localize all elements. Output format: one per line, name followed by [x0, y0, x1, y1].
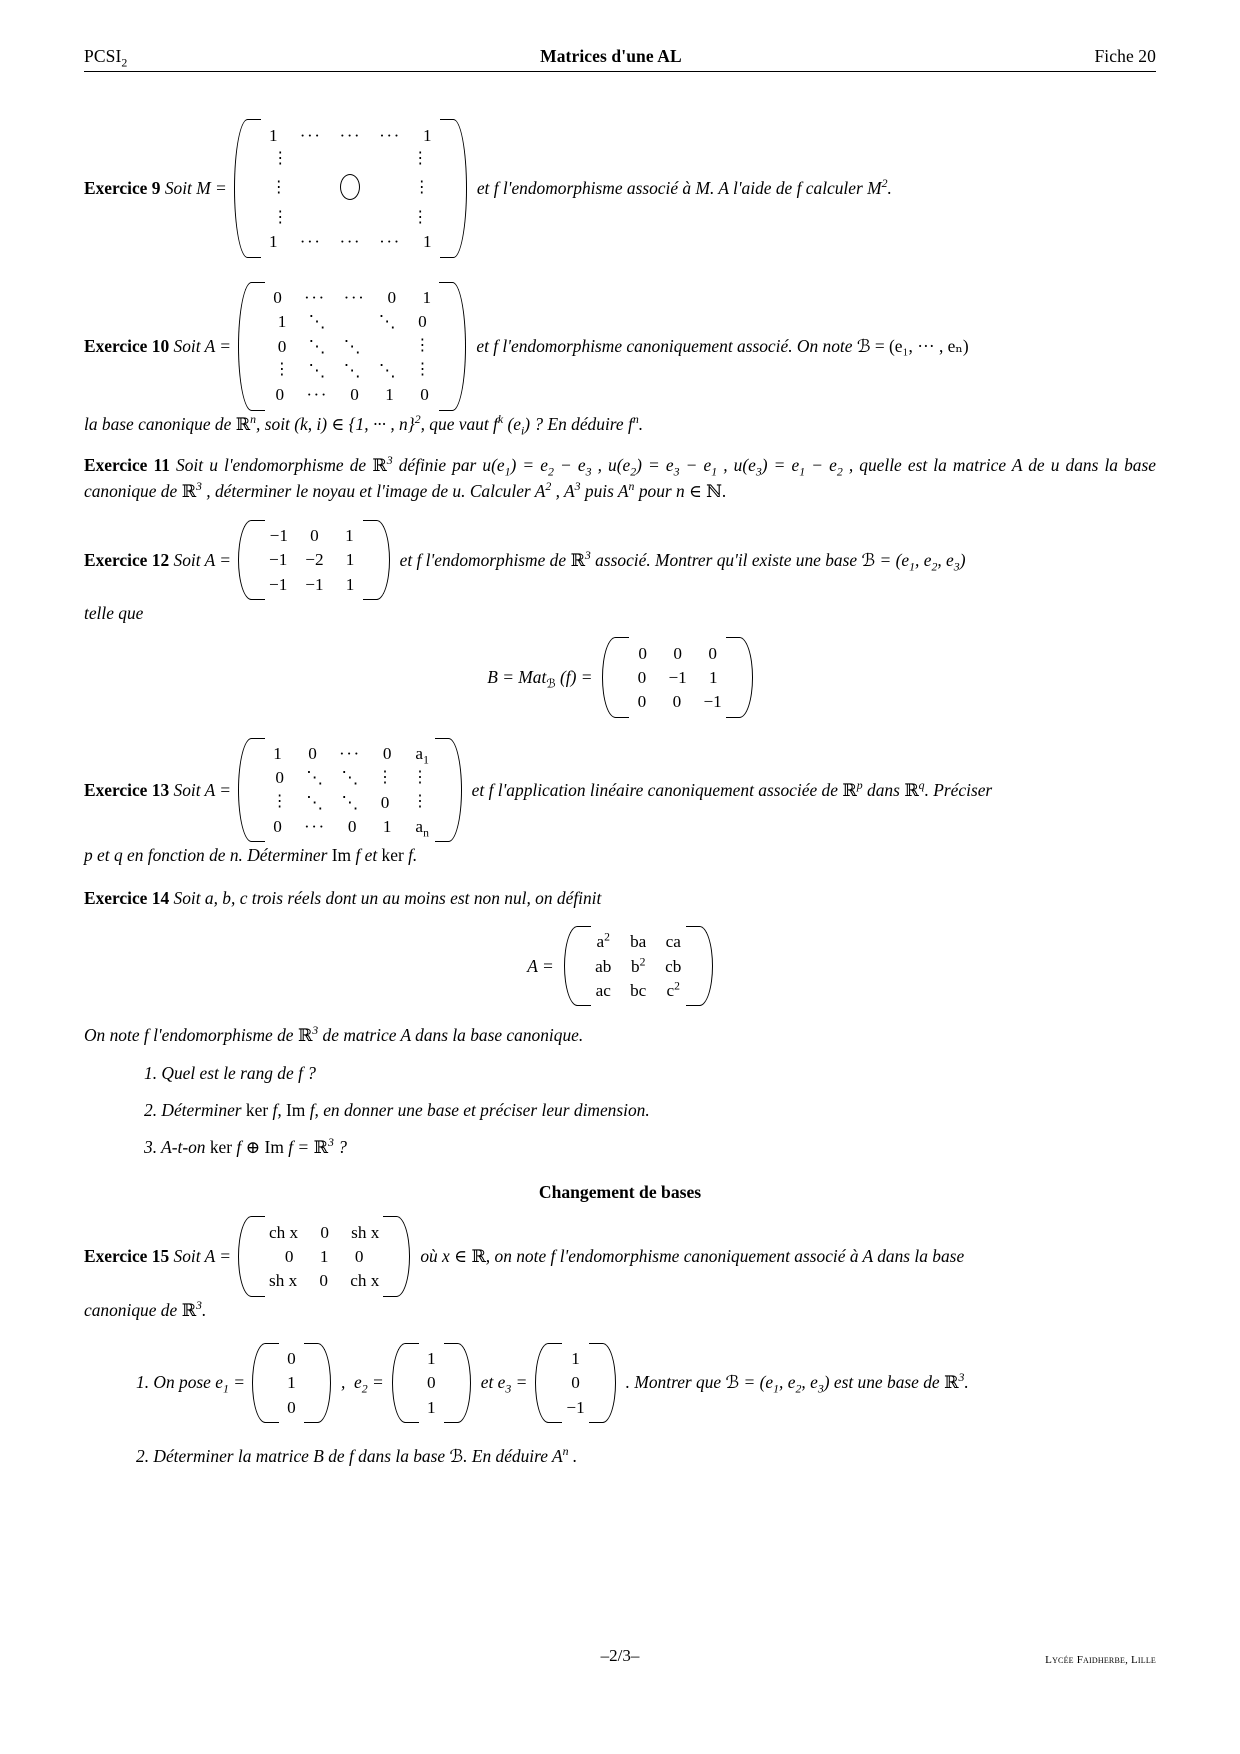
matrix-row: [260, 766, 440, 790]
matrix-cell: ···: [299, 231, 322, 251]
matrix-row: [624, 689, 730, 713]
matrix-cell: −1: [668, 667, 687, 687]
exercise-15-label: Exercice 15: [84, 1246, 170, 1267]
matrix-body: [253, 737, 447, 844]
header-course-sub: 2: [121, 55, 128, 70]
matrix-row: [260, 1245, 388, 1269]
right-paren: [698, 925, 713, 1008]
matrix-cell: ···: [379, 231, 401, 251]
matrix-cell: ⋮: [412, 768, 429, 786]
matrix-cell: 1: [345, 526, 354, 546]
matrix-cell: 0: [420, 384, 429, 404]
matrix-cell: 1: [708, 667, 718, 687]
exercise-15-q2: 2. Déterminer la matrice B de f dans la base ℬ. En déduire $A^n$ .: [136, 1444, 578, 1467]
matrix-cell: 1: [382, 816, 392, 836]
matrix-cell: ⋮: [413, 179, 430, 197]
matrix-cell: ⋮: [271, 793, 288, 811]
exercise-14-display-lead: A =: [527, 955, 554, 976]
exercise-13-after: p et q en fonction de n. Déterminer Im f et ker f.: [84, 845, 418, 866]
right-paren: [738, 636, 753, 719]
matrix-cell: sh x: [269, 1271, 298, 1291]
matrix-cell: $c^2$: [666, 979, 680, 1000]
exercise-14-intro: Soit a, b, c trois réels dont un au moins est non nul, on définit: [173, 888, 602, 909]
matrix-cell: 1: [426, 1397, 436, 1417]
matrix-cell: ⋱: [308, 336, 326, 356]
left-paren: [238, 1215, 253, 1298]
matrix-body: [579, 925, 698, 1008]
matrix-cell: bc: [630, 980, 647, 1000]
matrix-cell: 0: [273, 288, 282, 308]
exercise-9-row: [84, 118, 1156, 259]
matrix-cell: 0: [418, 312, 427, 332]
exercise-14-question-list: [84, 1061, 1156, 1160]
matrix-cell: ch x: [350, 1271, 380, 1291]
matrix-cell: ⋮: [272, 208, 289, 226]
matrix-cell: 0: [380, 792, 390, 812]
exercise-15-q1-mid1: , $e_2$ =: [340, 1372, 384, 1396]
matrix-cell: ⋱: [343, 360, 361, 380]
matrix-cell: ···: [304, 288, 326, 308]
matrix-cell: $b^2$: [630, 954, 646, 976]
left-paren: [234, 118, 249, 259]
matrix-cell: ···: [339, 125, 362, 145]
matrix-cell: 0: [284, 1247, 294, 1266]
matrix-cell: 1: [345, 550, 355, 570]
matrix-cell: cb: [665, 956, 682, 976]
exercise-10-post: [476, 336, 968, 357]
exercise-9-post-text: et f l'endomorphisme associé à M. A l'aide de f calculer M: [476, 177, 882, 198]
matrix-cell: $a_n$: [415, 816, 429, 840]
left-paren: [602, 636, 617, 719]
exercise-10-row: [84, 281, 1156, 412]
matrix-row: [260, 742, 440, 766]
matrix-cell: 0: [672, 691, 682, 711]
exercise-13: [84, 737, 1156, 869]
exercise-15-pre: Soit A =: [173, 1246, 231, 1267]
header-course: PCSI: [84, 46, 122, 66]
matrix-cell: 0: [273, 816, 282, 836]
matrix-body: [253, 1215, 395, 1298]
footer-institution: Lycée Faidherbe, Lille: [1045, 1654, 1157, 1666]
exercise-10-pre: Soit A =: [173, 335, 231, 356]
left-paren: [238, 519, 253, 602]
matrix-cell: ⋱: [341, 768, 359, 788]
matrix-cell: 0: [387, 288, 397, 308]
exercise-15-vector-e3: [535, 1342, 615, 1425]
exercise-12-pre: Soit A =: [173, 549, 231, 570]
matrix-row: [260, 814, 440, 838]
page-footer: [84, 1646, 1156, 1666]
matrix-cell: ⋮: [270, 179, 287, 197]
matrix-cell: ⋮: [412, 793, 429, 811]
matrix-row: [260, 286, 444, 310]
matrix-cell: 1: [287, 1373, 296, 1393]
exercise-12-label: Exercice 12: [84, 549, 170, 570]
matrix-row: [260, 790, 440, 814]
matrix-body: [253, 519, 375, 602]
matrix-cell: 1: [422, 288, 432, 308]
matrix-cell: 1: [571, 1349, 580, 1369]
matrix-cell: [370, 343, 405, 350]
matrix-cell: ⋱: [343, 336, 361, 356]
exercise-12-matrix: [238, 519, 390, 602]
idx: i: [521, 423, 525, 438]
matrix-cell: 0: [350, 384, 359, 404]
matrix-body: [617, 636, 737, 719]
matrix-cell: 0: [287, 1397, 296, 1417]
matrix-cell: 1: [345, 574, 355, 594]
exercise-12-lead: [84, 550, 231, 571]
matrix-cell: [333, 214, 368, 221]
exercise-13-row: [84, 737, 1156, 844]
exercise-9-pre: Soit M =: [164, 177, 227, 198]
matrix-cell: 0: [277, 336, 287, 356]
matrix-row: [260, 1220, 388, 1244]
matrix-cell: ca: [665, 932, 681, 952]
matrix-cell: ⋮: [273, 361, 290, 379]
exercise-13-matrix: [238, 737, 462, 844]
exercise-13-label: Exercice 13: [84, 779, 170, 800]
exercise-15-lead: [84, 1246, 231, 1267]
right-paren: [451, 281, 466, 412]
matrix-cell: ⋮: [414, 361, 431, 379]
matrix-cell: ···: [379, 125, 401, 145]
right-paren: [447, 737, 462, 844]
matrix-cell: [368, 155, 403, 162]
exercise-12-after: telle que: [84, 603, 144, 624]
matrix-cell: $a^2$: [596, 930, 610, 952]
matrix-cell: $a_1$: [415, 744, 429, 767]
right-paren: [316, 1342, 331, 1425]
exp: k: [497, 411, 504, 426]
right-paren: [456, 1342, 471, 1425]
matrix-cell: ···: [343, 288, 366, 308]
matrix-row: [260, 1269, 388, 1293]
exercise-13-pre: Soit A =: [173, 779, 231, 800]
exercise-12-post: et f l'endomorphisme de ℝ$^3$ associé. Montrer qu'il existe une base ℬ = ($e_1$, $e_2$, $e_3$): [399, 547, 966, 573]
exp: 2: [414, 411, 421, 426]
matrix-cell: 1: [423, 125, 432, 145]
exercise-14-text: [84, 886, 1156, 911]
exercise-12-display-lead: B = Mat$_ℬ$ (f) =: [487, 666, 593, 691]
exercise-15-q1-pre: 1. On pose $e_1$ =: [136, 1372, 245, 1396]
matrix-cell: ⋱: [306, 792, 324, 812]
exercise-15-q1-mid2: et $e_3$ =: [480, 1372, 528, 1396]
left-paren: [238, 737, 253, 844]
exercise-15-post: où x ∈ ℝ, on note f l'endomorphisme canoniquement associé à A dans la base: [420, 1246, 965, 1268]
matrix-cell: sh x: [351, 1222, 380, 1242]
exercise-9-post: [477, 178, 892, 199]
matrix-cell: 0: [275, 384, 285, 404]
matrix-cell: 0: [354, 1247, 364, 1266]
matrix-cell-big-zero: [331, 170, 369, 206]
matrix-cell: ch x: [269, 1222, 299, 1242]
list-item: 3. A-t-on ker f ⊕ Im f = ℝ$^3$ ?: [144, 1134, 347, 1158]
matrix-cell: 0: [382, 744, 392, 764]
matrix-cell: 0: [308, 744, 317, 764]
matrix-cell: 0: [320, 1222, 329, 1242]
matrix-cell: 0: [673, 643, 682, 663]
exercise-10-post-text: et f l'endomorphisme canoniquement associé. On note: [476, 335, 853, 356]
matrix-cell: −1: [269, 550, 288, 570]
exercise-10-matrix: [238, 281, 466, 412]
matrix-row: [256, 229, 445, 253]
matrix-cell: 0: [571, 1373, 580, 1393]
matrix-cell: ⋮: [414, 337, 431, 355]
matrix-cell: 0: [319, 1271, 328, 1291]
matrix-cell: [298, 155, 333, 162]
matrix-cell: ⋱: [308, 360, 326, 380]
matrix-cell: 0: [275, 768, 284, 788]
matrix-cell: ac: [595, 980, 611, 1000]
matrix-cell: [296, 185, 331, 192]
matrix-row: [586, 930, 691, 954]
matrix-cell: ⋱: [378, 360, 396, 380]
exercise-14-label: Exercice 14: [84, 888, 170, 909]
matrix-row: [624, 665, 730, 689]
matrix-cell: 0: [310, 526, 319, 546]
matrix-cell: 0: [637, 667, 647, 687]
exercise-10-basis: ℬ = (e₁, ··· , eₙ): [856, 335, 969, 356]
exercise-15-after: canonique de ℝ$^3$.: [84, 1298, 207, 1321]
matrix-cell: ⋱: [341, 792, 359, 812]
matrix-row: [256, 206, 445, 229]
exp: n: [250, 411, 257, 426]
exercise-13-lead: [84, 780, 231, 801]
exercise-10: [84, 281, 1156, 438]
matrix-cell: 1: [273, 744, 282, 764]
exercise-12-row: [84, 519, 1156, 602]
matrix-cell: [298, 214, 333, 221]
exercise-9-label: Exercice 9: [84, 177, 161, 198]
left-paren: [564, 925, 579, 1008]
exercise-14: [84, 886, 1156, 1160]
section-heading: Changement de bases: [538, 1182, 702, 1203]
matrix-cell: [335, 318, 370, 325]
matrix-cell: ⋮: [412, 149, 429, 167]
matrix-row: [260, 334, 444, 358]
big-zero-icon: [340, 174, 360, 200]
matrix-cell: −1: [305, 574, 324, 594]
matrix-cell: −1: [703, 691, 722, 711]
matrix-row: [586, 978, 691, 1002]
page-content: [84, 46, 1156, 1469]
exercise-10-label: Exercice 10: [84, 335, 170, 356]
matrix-row: [260, 358, 444, 382]
matrix-cell: [333, 155, 368, 162]
matrix-cell: ···: [306, 384, 328, 404]
exercise-14-display: [84, 925, 1156, 1008]
matrix-cell: −1: [566, 1397, 585, 1417]
matrix-cell: ⋱: [306, 768, 324, 788]
exercise-13-post: et f l'application linéaire canoniquement associée de ℝ$^p$ dans ℝ$^q$. Préciser: [471, 777, 993, 801]
footer-page-number: –2/3–: [600, 1646, 640, 1665]
matrix-cell: ⋱: [308, 312, 326, 332]
matrix-cell: 1: [277, 312, 287, 332]
matrix-cell: [369, 185, 404, 192]
matrix-cell: ⋱: [378, 312, 396, 332]
exercise-10-after: la base canonique de ℝ$^n$, soit (k, i) ∈ {1, ··· , n}$^2$, que vaut $f^k$ $(e_i)$ ? En déduire $f^n$.: [84, 411, 644, 438]
exercise-14-display-matrix: [564, 925, 713, 1008]
exercise-11-text: Exercice 11 Soit u l'endomorphisme de ℝ$^3$ définie par $u(e_1) = e_2 - e_3$ , $u(e_2) = e_3 - e_1$ , $u(e_3) = e_1 - e_2$ , quelle est la matrice A de u dans la base canonique de ℝ$^3$ , déterminer le noyau et l'image de u. Calculer $A^2$ , $A^3$ puis $A^n$ pour n ∈ ℕ.: [84, 453, 1156, 503]
matrix-cell: ab: [595, 956, 612, 976]
matrix-row: [260, 310, 444, 334]
exercise-11: [84, 453, 1156, 504]
matrix-row: [256, 170, 445, 206]
right-paren: [601, 1342, 616, 1425]
matrix-cell: 1: [423, 231, 432, 251]
page-header: [84, 46, 1156, 72]
exercise-15-q1: [84, 1342, 1156, 1425]
matrix-cell: 1: [426, 1349, 436, 1369]
matrix-cell: 1: [269, 125, 278, 145]
matrix-cell: 0: [426, 1373, 436, 1393]
matrix-cell: 1: [269, 231, 278, 251]
matrix-cell: 0: [347, 816, 357, 836]
exercise-15: [84, 1215, 1156, 1469]
left-paren: [535, 1342, 550, 1425]
right-paren: [452, 118, 467, 259]
header-sheet-number: Fiche 20: [1094, 46, 1156, 66]
matrix-cell: 0: [287, 1349, 296, 1369]
exercise-15-row: [84, 1215, 1156, 1298]
matrix-cell: ···: [339, 231, 362, 251]
matrix-cell: 1: [319, 1247, 329, 1266]
exercise-11-label: Exercice 11: [84, 455, 170, 476]
exercise-9-post-sup: 2: [881, 176, 888, 190]
matrix-cell: 0: [708, 643, 717, 663]
matrix-cell: [368, 214, 403, 221]
matrix-cell: ⋮: [272, 149, 289, 167]
list-item: 1. Quel est le rang de f ?: [144, 1063, 316, 1084]
matrix-cell: −2: [305, 550, 324, 570]
header-left: [84, 46, 128, 70]
matrix-cell: ⋮: [377, 768, 394, 786]
exercise-9-matrix: [234, 118, 467, 259]
exercise-15-matrix: [238, 1215, 410, 1298]
matrix-cell: ···: [304, 816, 326, 836]
exp: n: [632, 411, 639, 426]
exercise-10-lead: [84, 336, 231, 357]
header-title: Matrices d'une AL: [540, 46, 682, 66]
matrix-cell: 0: [637, 691, 647, 711]
matrix-body: [253, 281, 451, 412]
exercise-15-vector-e2: [392, 1342, 471, 1425]
exercise-15-vector-e1: [252, 1342, 331, 1425]
exercise-9: [84, 118, 1156, 259]
matrix-cell: −1: [269, 574, 288, 594]
left-paren: [252, 1342, 267, 1425]
exercise-9-post-tail: .: [887, 177, 892, 198]
exercise-14-after: On note f l'endomorphisme de ℝ$^3$ de matrice A dans la base canonique.: [84, 1023, 584, 1047]
matrix-row: [260, 572, 368, 596]
exercise-12-display-matrix: [602, 636, 752, 719]
exercise-9-lead: [84, 178, 227, 199]
exercise-12: [84, 519, 1156, 719]
matrix-cell: −1: [269, 526, 288, 546]
matrix-cell: ···: [339, 744, 361, 764]
matrix-cell: ···: [299, 125, 322, 145]
left-paren: [392, 1342, 407, 1425]
matrix-cell: ⋮: [412, 208, 429, 226]
exercise-12-display: [84, 636, 1156, 719]
matrix-row: [260, 524, 368, 548]
matrix-row: [256, 123, 445, 147]
left-paren: [238, 281, 253, 412]
right-paren: [395, 1215, 410, 1298]
list-item: 2. Déterminer ker f, Im f, en donner une base et préciser leur dimension.: [144, 1099, 650, 1120]
matrix-row: [586, 954, 691, 978]
matrix-row: [260, 382, 444, 406]
matrix-cell: ba: [630, 932, 647, 952]
right-paren: [375, 519, 390, 602]
matrix-cell: 1: [385, 384, 394, 404]
exercise-15-q1-post: . Montrer que ℬ = ($e_1$, $e_2$, $e_3$) est une base de ℝ$^3$.: [625, 1370, 969, 1396]
real-symbol: ℝ: [235, 414, 251, 435]
matrix-row: [624, 641, 730, 665]
matrix-body: [249, 118, 452, 259]
matrix-row: [260, 548, 368, 572]
matrix-cell: 0: [638, 643, 647, 663]
matrix-row: [256, 147, 445, 170]
